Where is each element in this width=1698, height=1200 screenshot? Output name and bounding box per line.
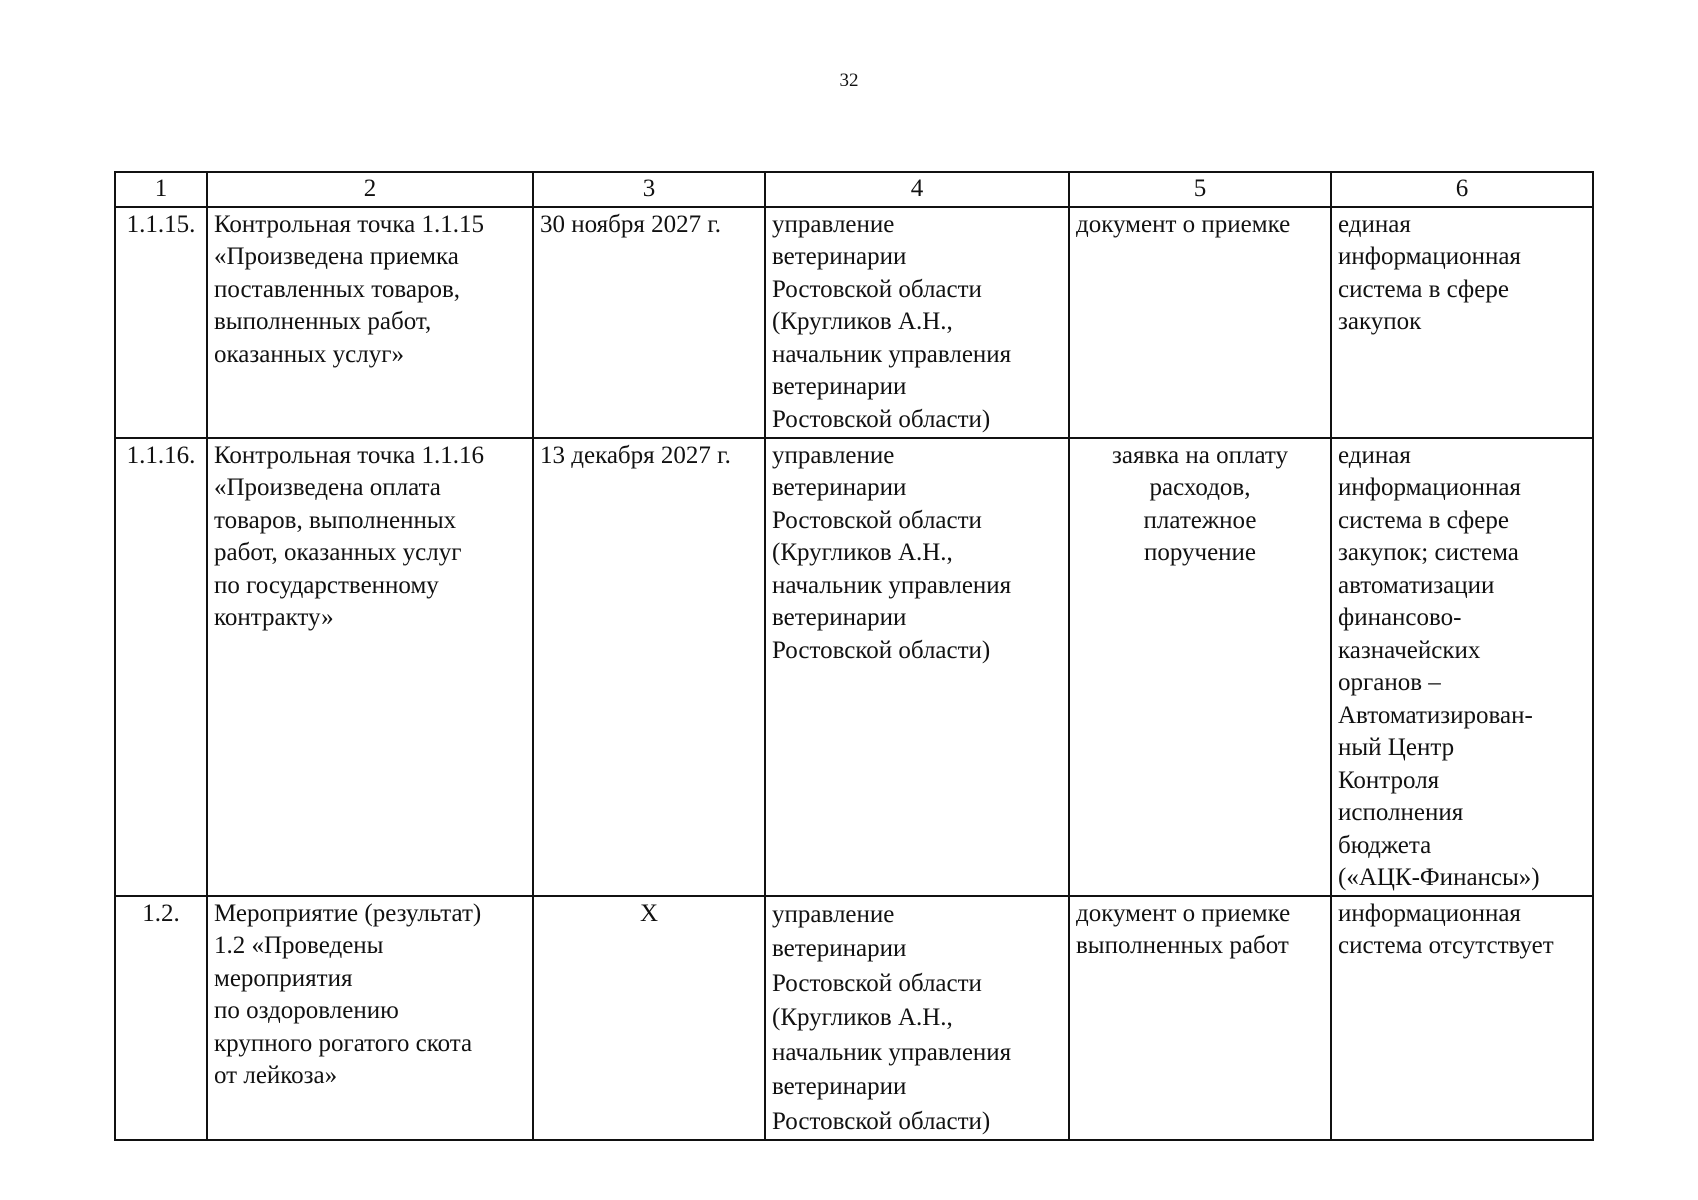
- row-number-cell: [115, 896, 207, 1141]
- text-line: крупного рогатого скота: [214, 1029, 473, 1057]
- text-line: ветеринарии: [772, 604, 907, 631]
- text-line: закупок; система: [1338, 539, 1519, 566]
- text-line: контракту»: [214, 604, 334, 631]
- text-line: управление: [772, 900, 895, 928]
- table-header-row: [115, 172, 1593, 207]
- date-cell: [533, 207, 765, 438]
- text-line: закупок: [1338, 308, 1422, 335]
- text-line: выполненных работ: [1076, 932, 1289, 959]
- header-cell: 1: [115, 172, 207, 207]
- text-line: Мероприятие (результат): [214, 899, 482, 927]
- text-line: система отсутствует: [1338, 932, 1554, 959]
- text-line: поставленных товаров,: [214, 275, 460, 303]
- text-line: Ростовской области): [772, 405, 991, 433]
- info-system-cell: [1331, 438, 1593, 896]
- text-line: (Кругликов А.Н.,: [772, 308, 953, 335]
- text-line: (Кругликов А.Н.,: [772, 539, 953, 566]
- text-line: «Произведена оплата: [214, 474, 441, 501]
- row-number: 1.2.: [142, 899, 180, 927]
- text-line: оказанных услуг»: [214, 340, 404, 368]
- text-line: заявка на оплату: [1111, 441, 1288, 469]
- text-line: поручение: [1143, 539, 1257, 566]
- text-line: ветеринарии: [772, 474, 907, 501]
- text-line: Ростовской области: [772, 275, 982, 303]
- text-line: работ, оказанных услуг: [214, 539, 462, 566]
- text-line: управление: [772, 441, 895, 469]
- header-cell: 2: [207, 172, 533, 207]
- item-name-cell: [207, 207, 533, 438]
- document-cell: [1069, 438, 1331, 896]
- text-line: ветеринарии: [772, 243, 907, 270]
- text-line: от лейкоза»: [214, 1062, 338, 1089]
- item-name-cell: [207, 438, 533, 896]
- text-line: информационная: [1338, 474, 1521, 501]
- text-line: начальник управления: [772, 1038, 1012, 1066]
- text-line: документ о приемке: [1076, 899, 1291, 927]
- responsible-cell: [765, 896, 1069, 1141]
- row-number-cell: [115, 207, 207, 438]
- text-line: бюджета: [1338, 831, 1432, 859]
- text-line: исполнения: [1338, 799, 1464, 826]
- text-line: казначейских: [1338, 636, 1481, 664]
- due-date: 13 декабря 2027 г.: [540, 441, 731, 469]
- document-cell: [1069, 896, 1331, 1141]
- row-number: 1.1.15.: [126, 210, 196, 238]
- date-cell: [533, 438, 765, 896]
- text-line: начальник управления: [772, 571, 1012, 599]
- header-cell: 6: [1331, 172, 1593, 207]
- page-number: 32: [839, 70, 859, 91]
- text-line: начальник управления: [772, 340, 1012, 368]
- text-line: управление: [772, 210, 895, 238]
- header-cell: 5: [1069, 172, 1331, 207]
- text-line: («АЦК-Финансы»): [1338, 864, 1540, 891]
- text-line: расходов,: [1149, 474, 1251, 501]
- text-line: единая: [1338, 210, 1411, 238]
- text-line: ветеринарии: [772, 1073, 907, 1100]
- responsible-cell: [765, 207, 1069, 438]
- table-row: [115, 896, 1593, 1141]
- header-cell: 3: [533, 172, 765, 207]
- text-line: товаров, выполненных: [214, 506, 457, 534]
- document-cell: [1069, 207, 1331, 438]
- text-line: выполненных работ,: [214, 308, 432, 335]
- row-number: 1.1.16.: [126, 441, 196, 469]
- text-line: (Кругликов А.Н.,: [772, 1004, 953, 1031]
- text-line: Ростовской области): [772, 636, 991, 664]
- table-row: [115, 207, 1593, 438]
- text-line: ный Центр: [1338, 734, 1455, 761]
- item-name-cell: [207, 896, 533, 1141]
- text-line: мероприятия: [214, 964, 353, 992]
- text-line: органов –: [1338, 669, 1441, 696]
- text-line: единая: [1338, 441, 1411, 469]
- due-date: X: [639, 899, 659, 927]
- text-line: система в сфере: [1338, 275, 1509, 303]
- date-cell: [533, 896, 765, 1141]
- text-line: система в сфере: [1338, 506, 1509, 534]
- text-line: информационная: [1338, 899, 1521, 927]
- plan-table: [114, 171, 1594, 1141]
- text-line: документ о приемке: [1076, 210, 1291, 238]
- text-line: Автоматизирован-: [1338, 701, 1533, 729]
- text-line: 1.2 «Проведены: [214, 932, 384, 959]
- info-system-cell: [1331, 207, 1593, 438]
- info-system-cell: [1331, 896, 1593, 1141]
- text-line: Контрольная точка 1.1.16: [214, 441, 484, 469]
- text-line: финансово-: [1338, 604, 1462, 631]
- text-line: Ростовской области: [772, 506, 982, 534]
- table-row: [115, 438, 1593, 896]
- row-number-cell: [115, 438, 207, 896]
- text-line: Ростовской области): [772, 1107, 991, 1135]
- text-line: ветеринарии: [772, 935, 907, 962]
- text-line: «Произведена приемка: [214, 243, 459, 270]
- text-line: информационная: [1338, 243, 1521, 270]
- text-line: платежное: [1143, 506, 1257, 534]
- responsible-cell: [765, 438, 1069, 896]
- text-line: Контрольная точка 1.1.15: [214, 210, 484, 238]
- text-line: по государственному: [214, 571, 439, 599]
- header-cell: 4: [765, 172, 1069, 207]
- text-line: ветеринарии: [772, 373, 907, 400]
- text-line: Контроля: [1338, 766, 1440, 794]
- due-date: 30 ноября 2027 г.: [540, 210, 722, 238]
- text-line: по оздоровлению: [214, 997, 399, 1024]
- text-line: Ростовской области: [772, 969, 982, 997]
- text-line: автоматизации: [1338, 571, 1495, 599]
